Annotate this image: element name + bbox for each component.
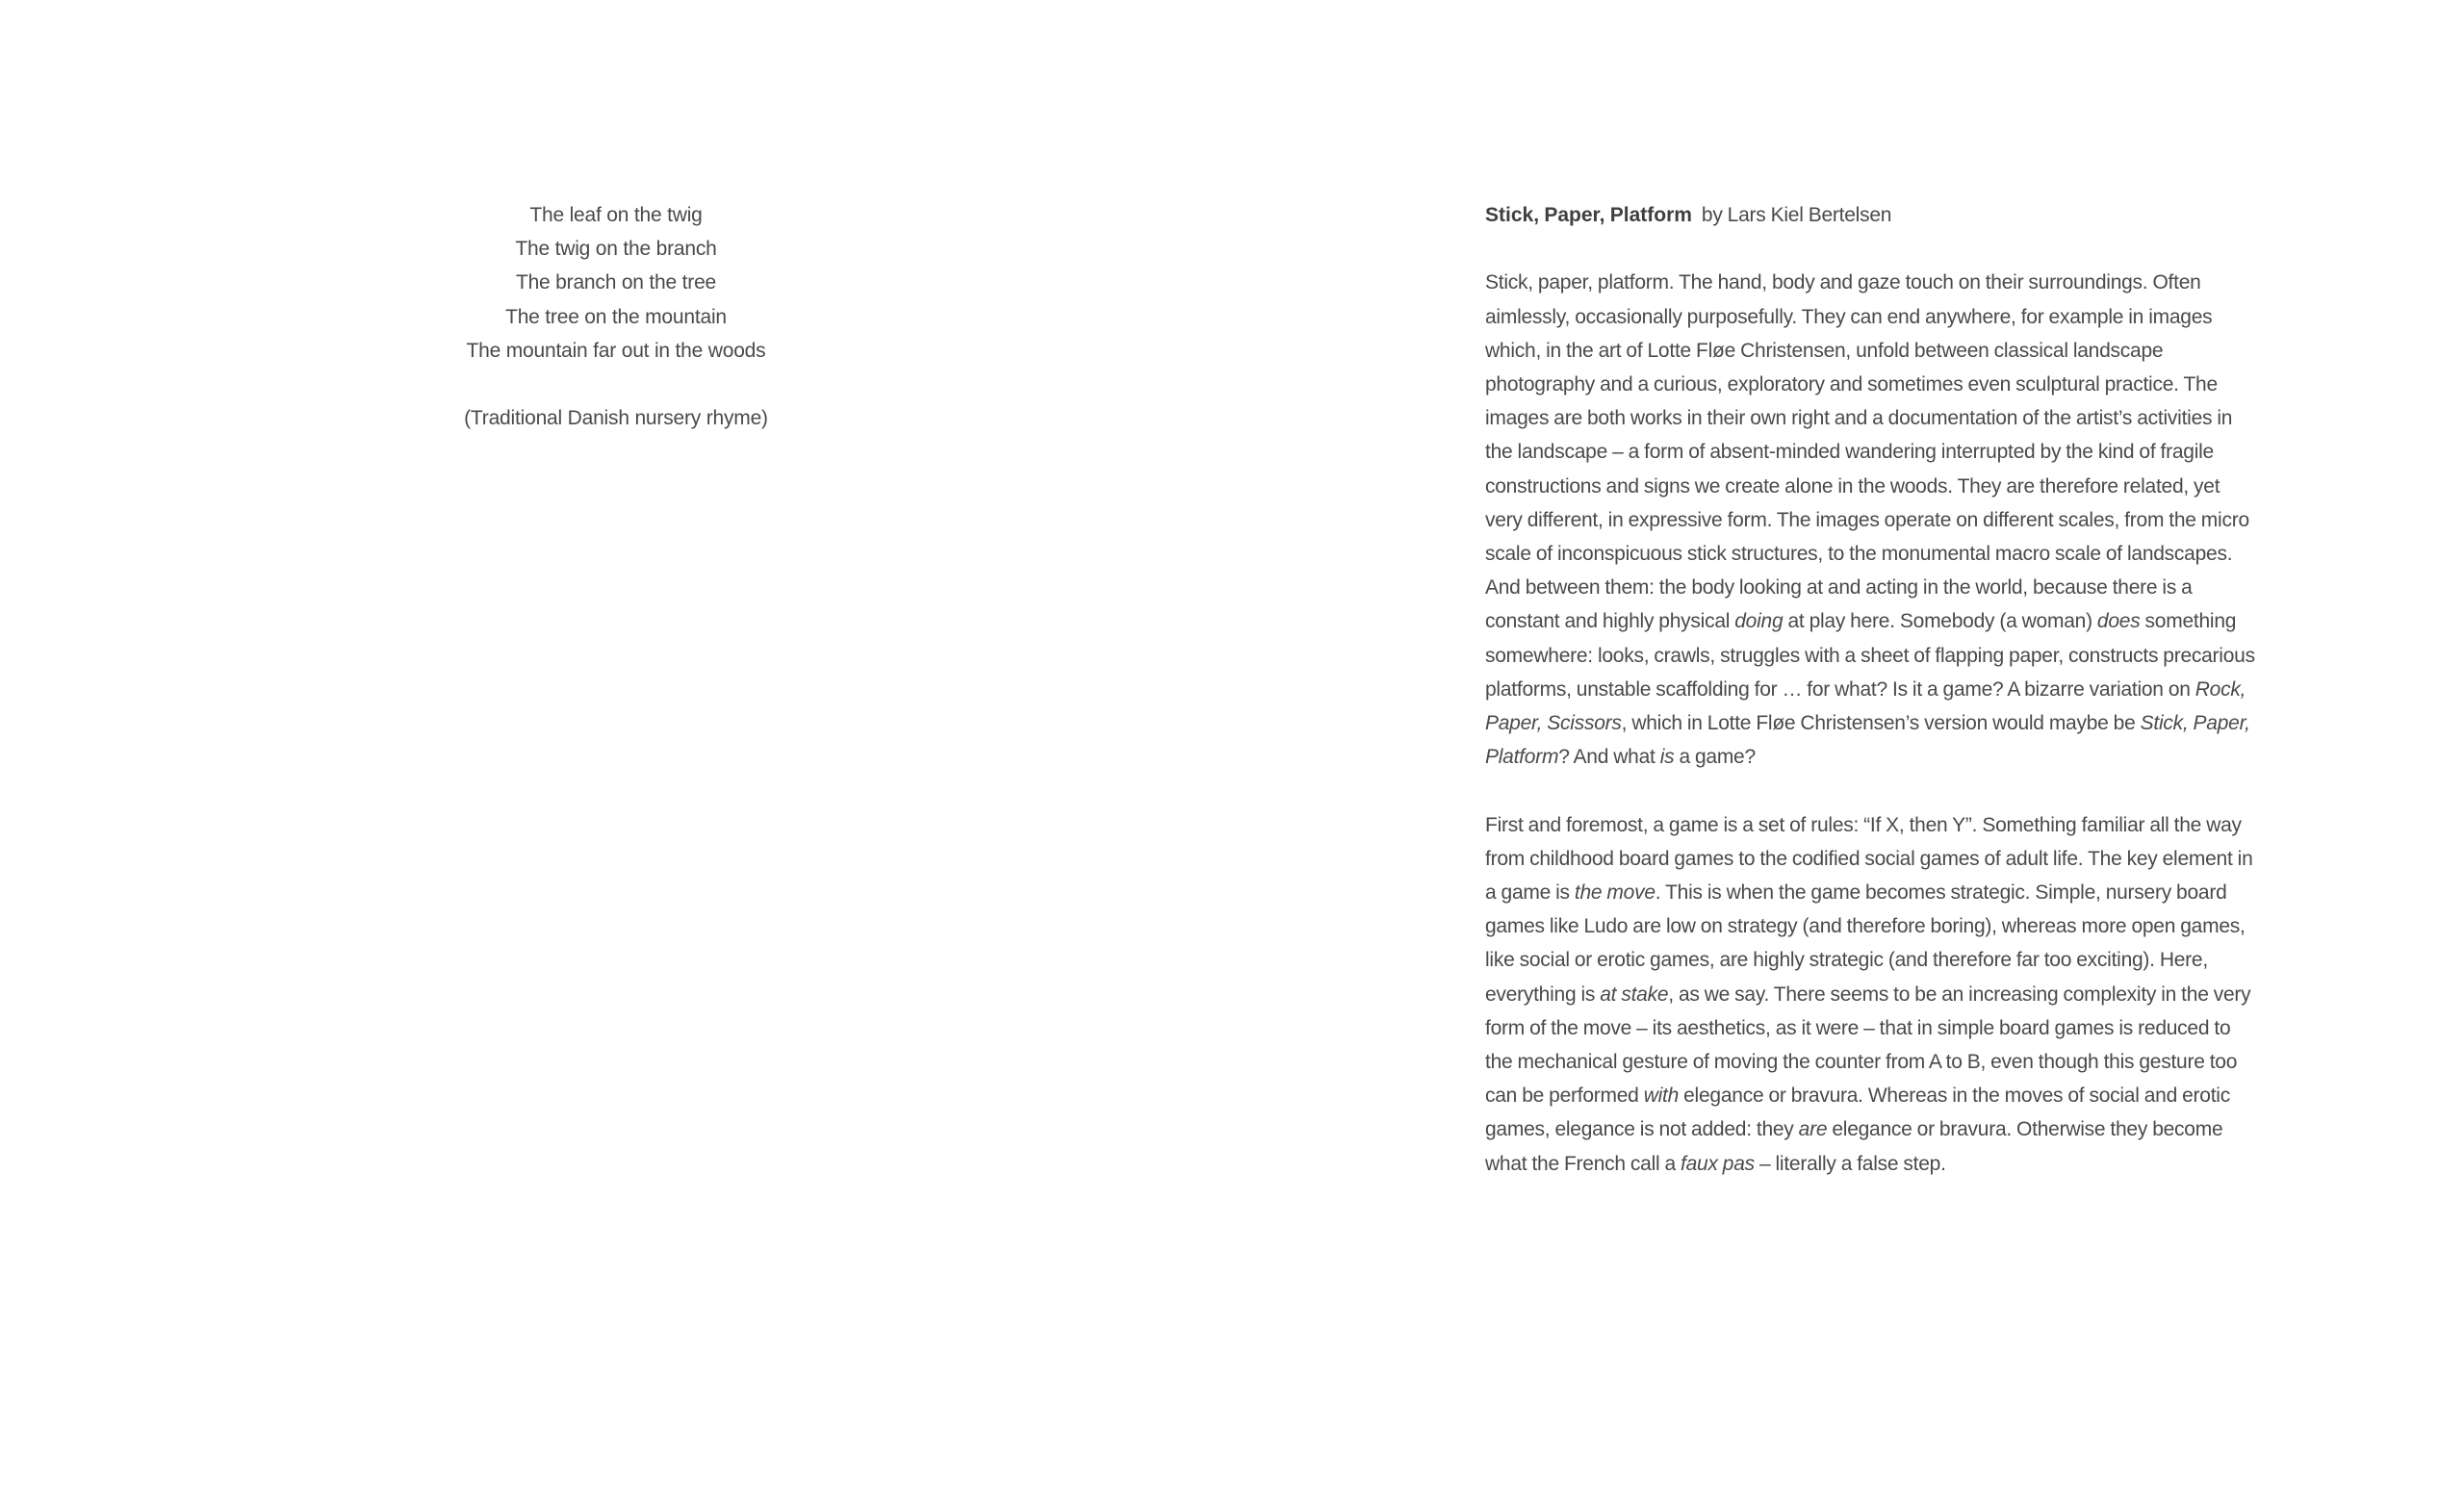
italic-run: doing [1734, 610, 1784, 633]
text-run: at play here. Somebody (a woman) [1783, 610, 2097, 633]
italic-run: the move [1574, 881, 1656, 905]
essay-byline: by Lars Kiel Bertelsen [1701, 204, 1892, 226]
text-run: a game? [1674, 746, 1756, 769]
text-run: , which in Lotte Fløe Christensen’s version would maybe be [1621, 712, 2141, 735]
italic-run: at stake [1600, 983, 1669, 1006]
essay-title: Stick, Paper, Platform [1485, 204, 1692, 226]
essay-paragraph-2 [1485, 808, 2255, 1181]
text-run: First and foremost, a game is a set of rules: “If X, then Y”. Something familiar all the way from childhood board games to the codified social games of adult life. The key element in a game is [1485, 813, 2253, 905]
text-run: Stick, paper, platform. The hand, body and gaze touch on their surroundings. Often aimlessly, occasionally purposefully. They can end anywhere, for example in images which, in the art of Lotte Fløe Christensen, unfold between classical landscape photography and a curious, exploratory and sometimes even sculptural practice. The images are both works in their own right and a documentation of the artist’s activities in the landscape – a form of absent-minded wandering interrupted by the kind of fragile constructions and signs we create alone in the woods. They are therefore related, yet very different, in expressive form. The images operate on different scales, from the micro scale of inconspicuous stick structures, to the monumental macro scale of landscapes. And between them: the body looking at and acting in the world, because there is a constant and highly physical [1485, 271, 2249, 633]
italic-run: Rock, Paper, Scissors [1485, 677, 2246, 735]
italic-run: faux pas [1681, 1152, 1755, 1175]
text-run: , as we say. There seems to be an increasing complexity in the very form of the move – its aesthetics, as it were – that in simple board games is reduced to the mechanical gesture of moving the counter from A to B, even though this gesture too can be performed [1485, 983, 2251, 1108]
poem-line: The branch on the tree [515, 271, 717, 294]
essay-paragraph-1 [1485, 266, 2255, 774]
poem-epigraph [424, 198, 808, 435]
poem-line: The twig on the branch [515, 238, 717, 261]
poem-line: The tree on the mountain [505, 305, 727, 328]
italic-run: are [1798, 1118, 1828, 1141]
poem-line: The leaf on the twig [529, 204, 703, 226]
text-run: . This is when the game becomes strategic. Simple, nursery board games like Ludo are low on strategy (and therefore boring), whereas more open games, like social or erotic games, are highly strategic (and therefore far too exciting). Here, everything is [1485, 881, 2246, 1006]
italic-run: is [1659, 746, 1675, 769]
italic-run: with [1643, 1085, 1680, 1108]
italic-run: Stick, Paper, Platform [1485, 712, 2250, 769]
right-page [1232, 0, 2464, 1506]
poem-source: (Traditional Danish nursery rhyme) [464, 407, 768, 430]
text-run: ? And what [1558, 746, 1660, 769]
essay [1485, 198, 2255, 1181]
essay-heading [1485, 198, 2255, 232]
text-run: elegance or bravura. Whereas in the moves of social and erotic games, elegance is not added: they [1485, 1085, 2230, 1141]
text-run: elegance or bravura. Otherwise they become what the French call a [1485, 1118, 2223, 1175]
text-run: – literally a false step. [1754, 1152, 1946, 1175]
italic-run: does [2096, 610, 2141, 633]
poem-line: The mountain far out in the woods [466, 339, 766, 362]
text-run: something somewhere: looks, crawls, struggles with a sheet of flapping paper, constructs precarious platforms, unstable scaffolding for … for what? Is it a game? A bizarre variation on [1485, 610, 2255, 701]
